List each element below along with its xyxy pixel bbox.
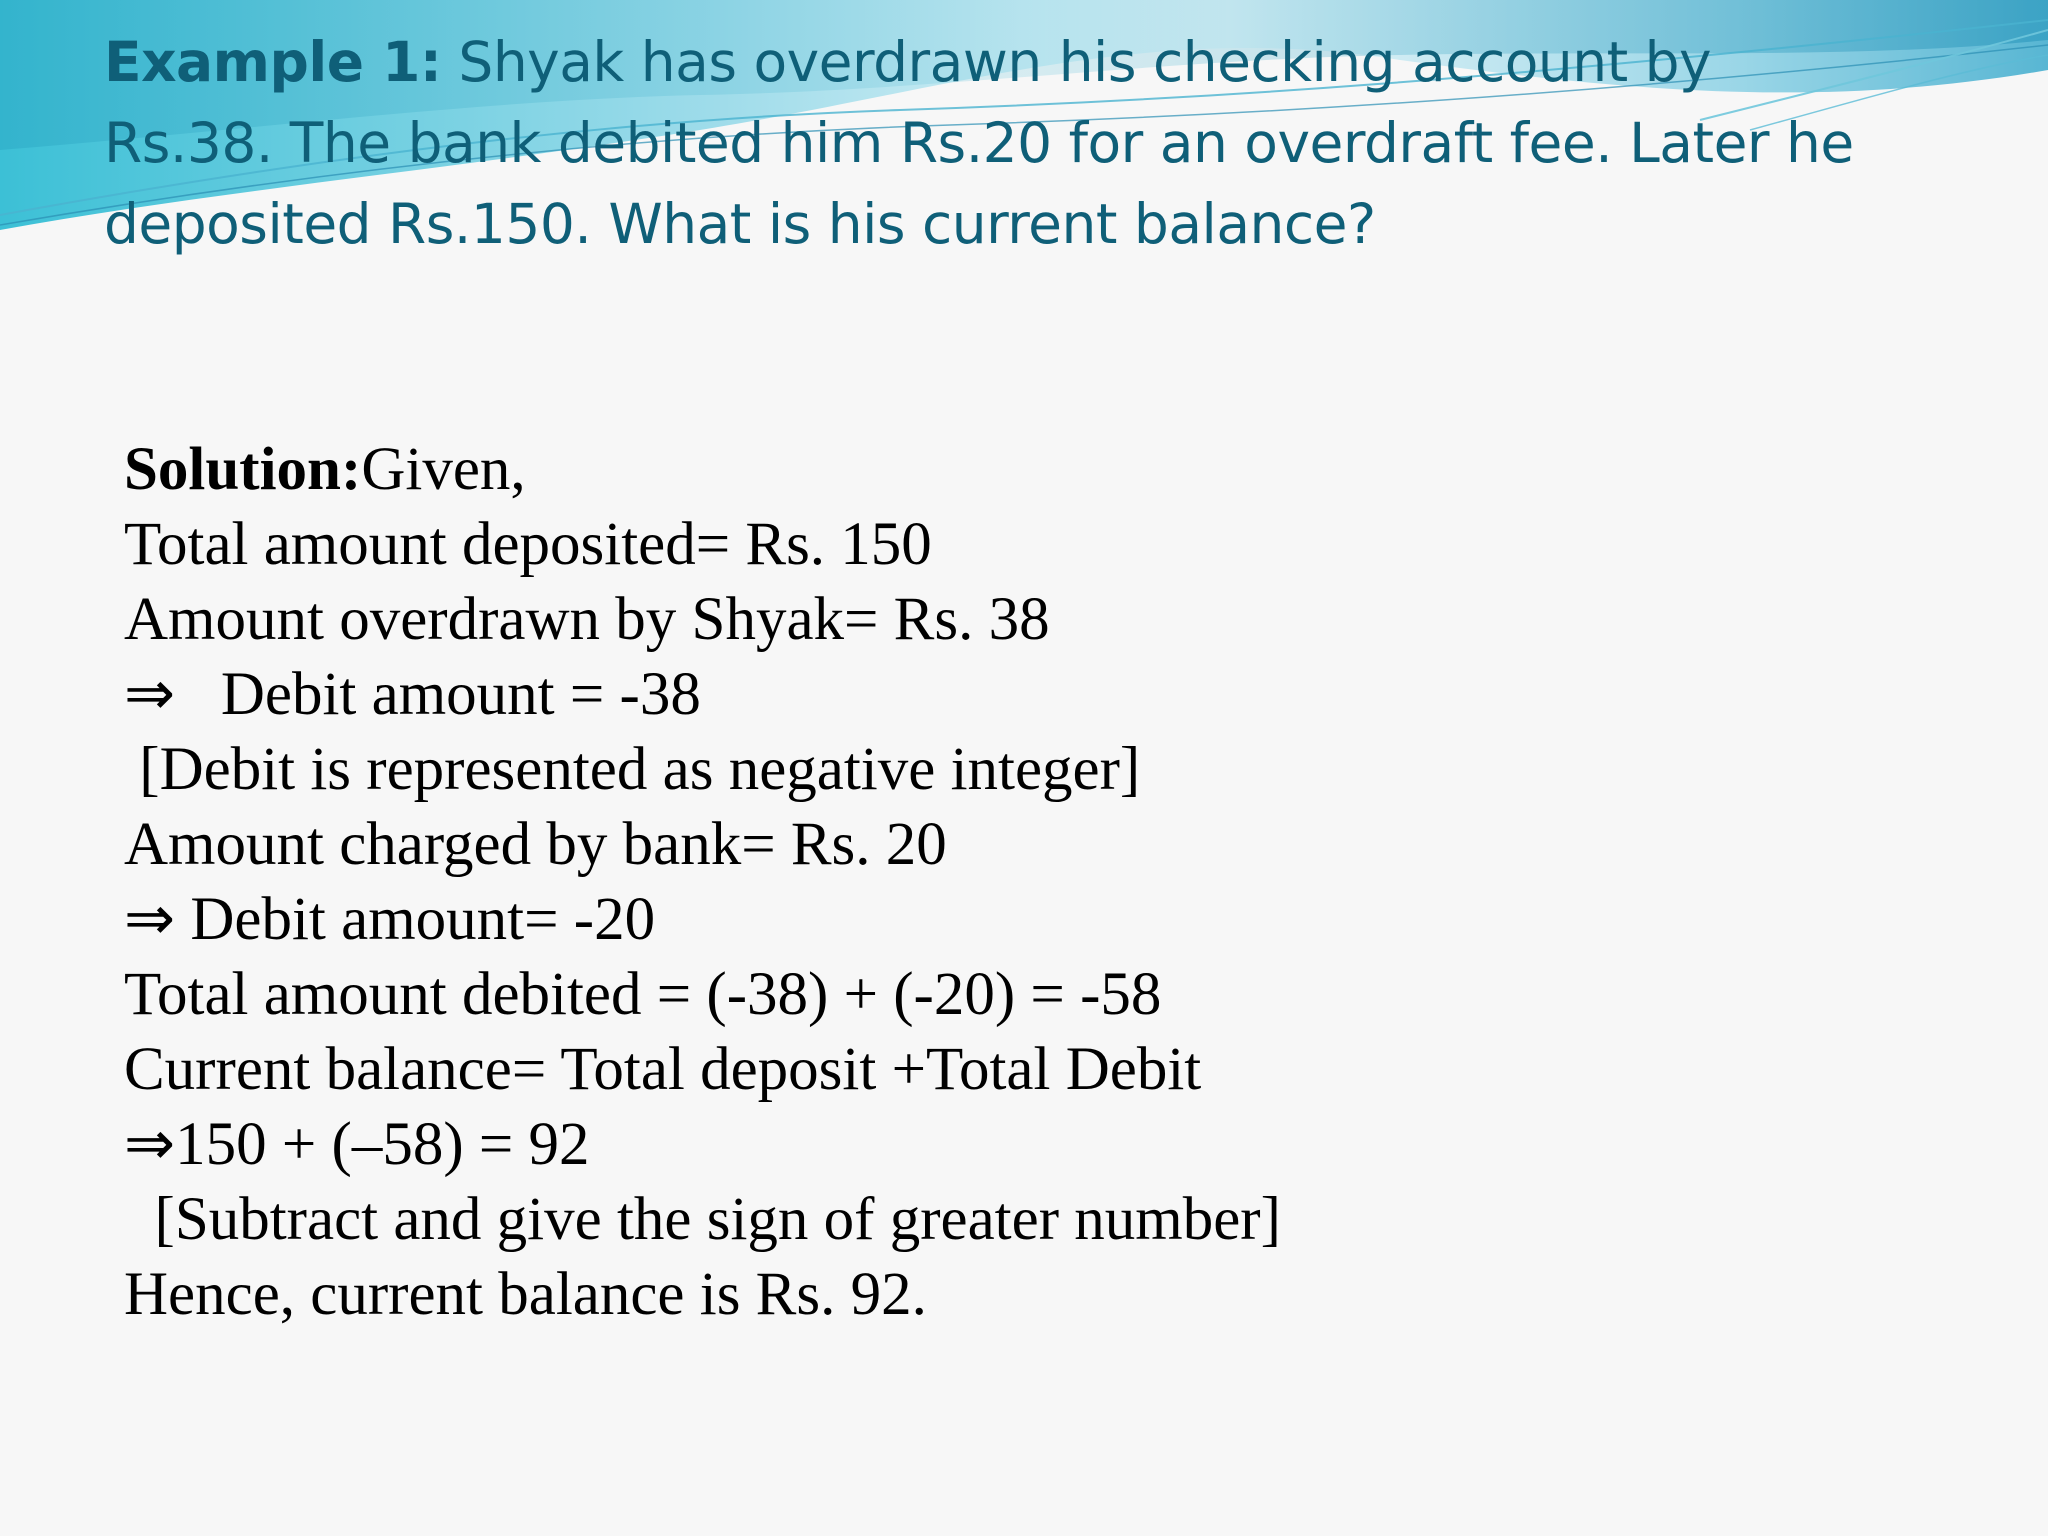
solution-given: Given,	[361, 436, 526, 503]
solution-line: Total amount deposited= Rs. 150	[124, 511, 932, 578]
solution-conclusion: Hence, current balance is Rs. 92.	[124, 1261, 927, 1328]
solution-line: ⇒150 + (–58) = 92	[124, 1111, 590, 1178]
solution-line: ⇒ Debit amount= -20	[124, 886, 656, 953]
slide-title	[104, 22, 2004, 265]
solution-line: [Debit is represented as negative integer]	[124, 736, 1141, 803]
title-line-1	[104, 22, 2004, 103]
solution-heading	[124, 432, 1924, 507]
solution-label: Solution:	[124, 436, 362, 503]
title-line-3: deposited Rs.150. What is his current balance?	[104, 192, 1376, 256]
solution-line: Amount overdrawn by Shyak= Rs. 38	[124, 586, 1050, 653]
title-lead: Example 1:	[104, 30, 442, 94]
title-line-2: Rs.38. The bank debited him Rs.20 for an overdraft fee. Later he	[104, 111, 1854, 175]
title-line-1-rest: Shyak has overdrawn his checking account by	[441, 30, 1712, 94]
solution-line: [Subtract and give the sign of greater number]	[124, 1186, 1281, 1253]
solution-line: Total amount debited = (-38) + (-20) = -58	[124, 961, 1162, 1028]
solution-block	[124, 432, 1924, 1332]
solution-line: Current balance= Total deposit +Total Debit	[124, 1036, 1202, 1103]
solution-line: Amount charged by bank= Rs. 20	[124, 811, 947, 878]
solution-line: ⇒ Debit amount = -38	[124, 661, 701, 728]
